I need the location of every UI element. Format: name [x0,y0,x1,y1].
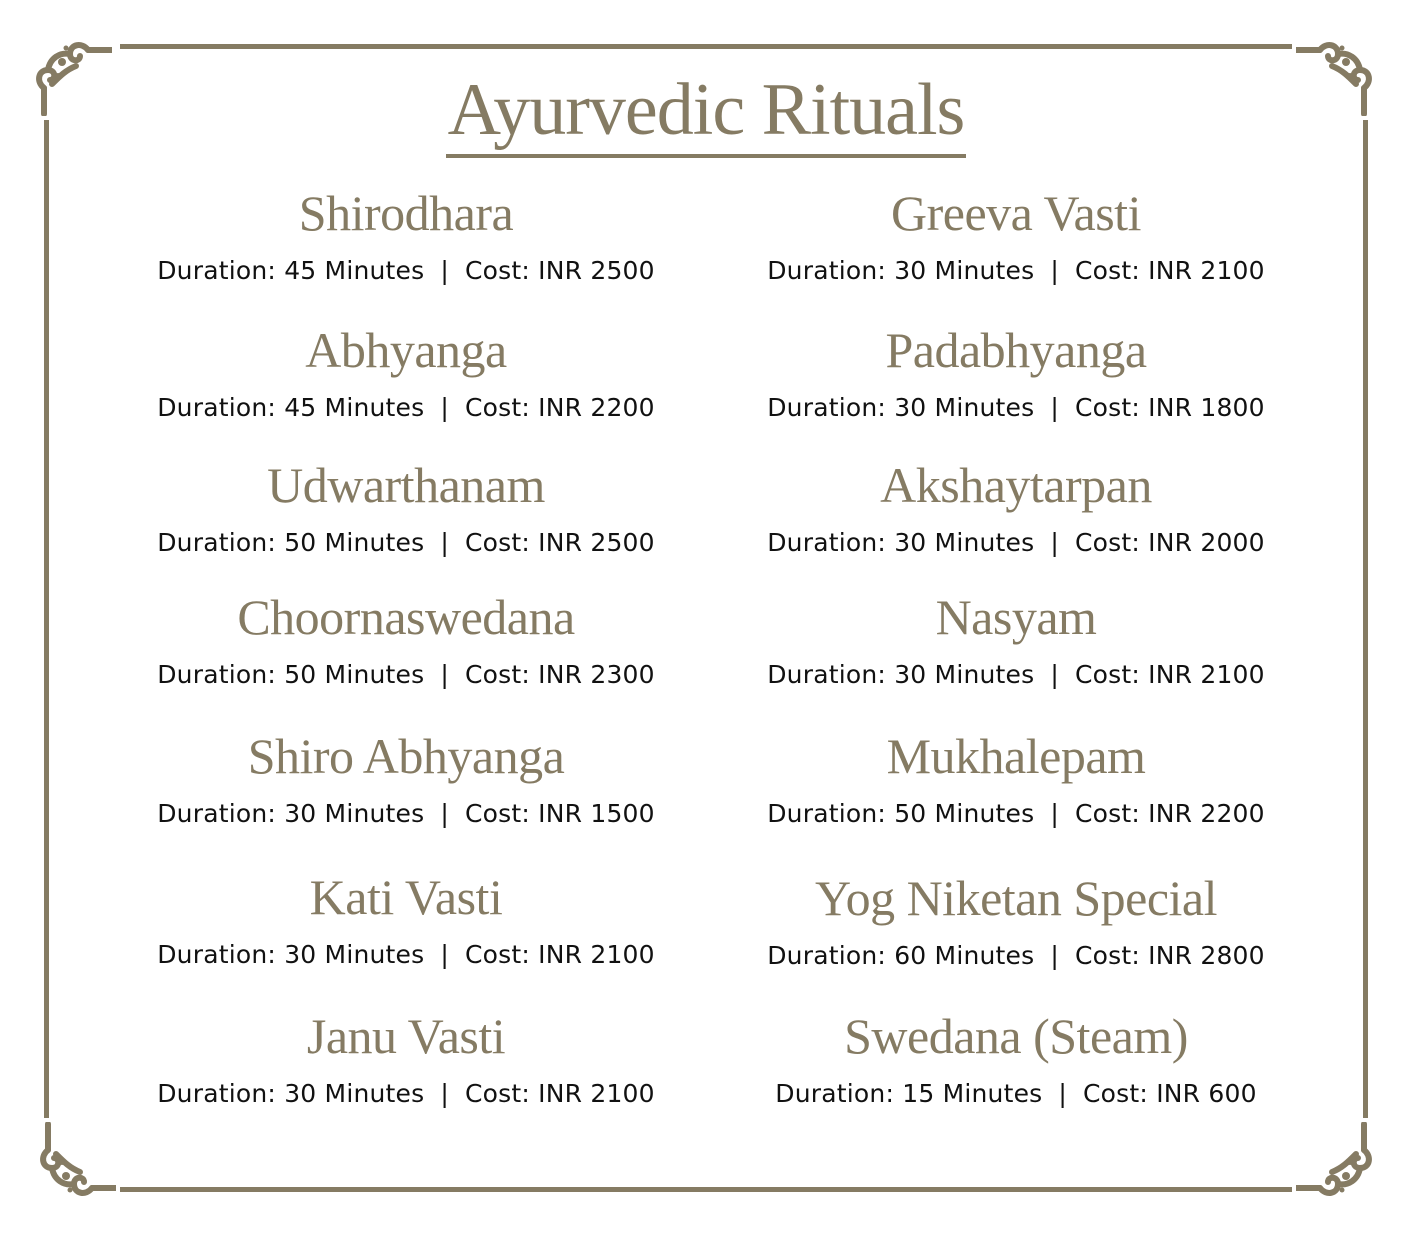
duration-label: Duration: [157,799,277,828]
ritual-name: Nasyam [935,589,1097,645]
ritual-details [96,660,716,690]
duration-label: Duration: [157,528,277,557]
duration-value: 30 Minutes [284,799,425,828]
ritual-details [706,1079,1326,1109]
duration-label: Duration: [767,393,887,422]
cost-value: INR 2100 [1148,660,1265,689]
cost-label: Cost: [464,1079,530,1108]
ritual-name: Choornaswedana [237,589,575,645]
ritual-name: Abhyanga [305,322,507,378]
cost-value: INR 2500 [538,528,655,557]
ritual-details [706,393,1326,423]
duration-label: Duration: [767,256,887,285]
cost-label: Cost: [1074,256,1140,285]
ritual-details [706,660,1326,690]
corner-flourish-icon [1296,1122,1376,1202]
separator: | [440,256,449,285]
duration-value: 45 Minutes [284,256,425,285]
ritual-item [96,454,716,558]
cost-value: INR 2100 [538,1079,655,1108]
ritual-item [706,182,1326,286]
cost-label: Cost: [464,393,530,422]
ritual-name: Yog Niketan Special [814,870,1218,926]
duration-label: Duration: [157,256,277,285]
ritual-details [96,256,716,286]
duration-value: 45 Minutes [284,393,425,422]
duration-value: 30 Minutes [894,660,1035,689]
cost-value: INR 1500 [538,799,655,828]
cost-label: Cost: [1074,660,1140,689]
ritual-item [706,319,1326,423]
separator: | [1050,660,1059,689]
cost-value: INR 2200 [538,393,655,422]
ritual-item [706,454,1326,558]
ritual-item [706,867,1326,971]
ritual-name: Swedana (Steam) [844,1008,1188,1064]
duration-value: 50 Minutes [284,660,425,689]
ritual-details [96,528,716,558]
duration-label: Duration: [767,528,887,557]
duration-value: 50 Minutes [284,528,425,557]
ritual-item [706,1005,1326,1109]
ritual-item [96,586,716,690]
separator: | [440,940,449,969]
ritual-item [706,725,1326,829]
cost-label: Cost: [464,799,530,828]
cost-label: Cost: [1083,1079,1149,1108]
ritual-name: Janu Vasti [306,1008,506,1064]
duration-value: 30 Minutes [894,528,1035,557]
cost-label: Cost: [464,940,530,969]
ritual-name: Kati Vasti [309,869,503,925]
separator: | [440,799,449,828]
ritual-name: Udwarthanam [267,457,545,513]
duration-label: Duration: [157,393,277,422]
duration-label: Duration: [767,799,887,828]
duration-label: Duration: [157,1079,277,1108]
cost-label: Cost: [464,528,530,557]
ritual-details [706,799,1326,829]
ritual-name: Akshaytarpan [880,457,1152,513]
duration-value: 30 Minutes [894,393,1035,422]
duration-label: Duration: [767,660,887,689]
cost-value: INR 2000 [1148,528,1265,557]
cost-value: INR 2800 [1148,941,1265,970]
separator: | [440,1079,449,1108]
ritual-name: Shiro Abhyanga [247,728,565,784]
separator: | [1050,393,1059,422]
ritual-details [706,941,1326,971]
ritual-details [96,799,716,829]
cost-value: INR 2200 [1148,799,1265,828]
separator: | [440,660,449,689]
cost-label: Cost: [1074,528,1140,557]
ritual-item [96,182,716,286]
ritual-details [96,940,716,970]
separator: | [1050,528,1059,557]
cost-value: INR 2500 [538,256,655,285]
separator: | [1058,1079,1068,1108]
cost-value: INR 2300 [538,660,655,689]
duration-value: 15 Minutes [902,1079,1043,1108]
ritual-name: Mukhalepam [886,728,1146,784]
ritual-item [706,586,1326,690]
cost-label: Cost: [464,660,530,689]
duration-value: 30 Minutes [284,940,425,969]
cost-label: Cost: [464,256,530,285]
cost-label: Cost: [1074,799,1140,828]
ritual-name: Padabhyanga [885,322,1147,378]
ritual-item [96,866,716,970]
cost-value: INR 600 [1156,1079,1257,1108]
ritual-details [96,393,716,423]
cost-value: INR 2100 [538,940,655,969]
separator: | [1050,256,1059,285]
ritual-details [706,528,1326,558]
separator: | [440,393,449,422]
cost-value: INR 1800 [1148,393,1265,422]
ritual-details [96,1079,716,1109]
duration-label: Duration: [775,1079,895,1108]
cost-value: INR 2100 [1148,256,1265,285]
ritual-details [706,256,1326,286]
duration-value: 50 Minutes [894,799,1035,828]
ritual-item [96,319,716,423]
cost-label: Cost: [1074,941,1140,970]
ritual-item [96,725,716,829]
duration-value: 30 Minutes [284,1079,425,1108]
ritual-item [96,1005,716,1109]
cost-label: Cost: [1074,393,1140,422]
separator: | [1050,799,1059,828]
duration-label: Duration: [157,660,277,689]
ritual-name: Shirodhara [298,185,514,241]
ritual-name: Greeva Vasti [891,185,1141,241]
separator: | [1050,941,1059,970]
duration-value: 60 Minutes [894,941,1035,970]
duration-value: 30 Minutes [894,256,1035,285]
separator: | [440,528,449,557]
duration-label: Duration: [767,941,887,970]
duration-label: Duration: [157,940,277,969]
page-title: Ayurvedic Rituals [446,68,967,158]
corner-flourish-icon [36,1122,116,1202]
